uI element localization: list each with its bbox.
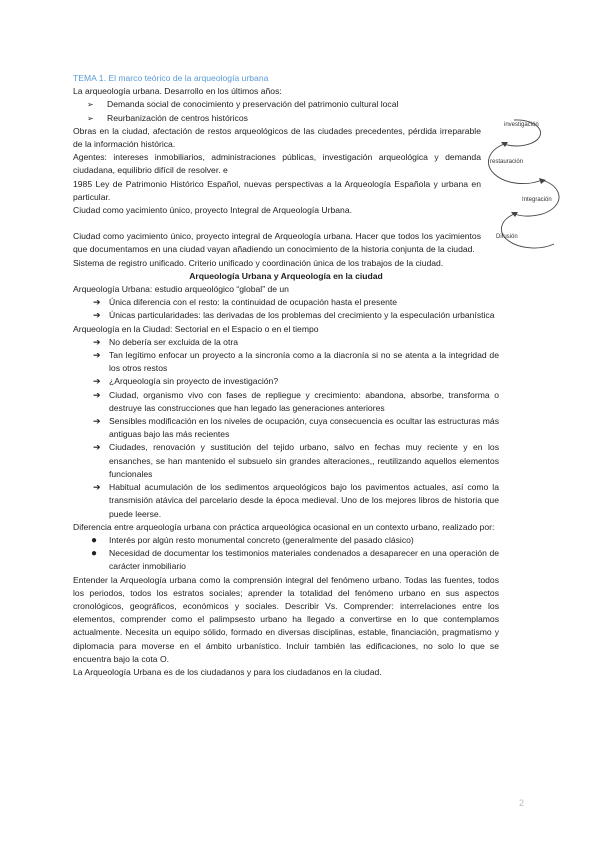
arrow-bullet-icon: ➔ (93, 482, 101, 493)
diagram-label: investigación (504, 122, 539, 128)
diagram-label: Integración (522, 197, 552, 203)
list-item: ➢ Demanda social de conocimiento y preservación del patrimonio cultural local (73, 98, 481, 111)
list-item: ➔ Tan legítimo enfocar un proyecto a la sincronía como a la diacronía si no se atenta a la integridad de los otros restos (93, 350, 499, 374)
list-item: ➔ No debería ser excluida de la otra (73, 336, 499, 349)
paragraph: Entender la Arqueología urbana como la comprensión integral del fenómeno urbano. Todas las fuentes, todos los periodos, todos los estratos sociales; aprender la totalidad del fenómeno urbano en sus aspectos cronológicos, geográficos, económicos y sociales. Describir Vs. Comprender: interrelaciones entre los elementos, comprender como el palimpsesto urbano ha llegado a convertirse en lo que contemplamos actualmente. Necesita un equipo sólido, formado en diversas disciplinas, estable, financiación, pragmatismo y diplomacia para moverse en el ámbito urbanístico. Incluir también las edificaciones, no solo lo que se encuentra bajo la cota O. (73, 574, 499, 664)
arrow-bullet-icon: ➔ (93, 376, 101, 387)
list-item: ● Interés por algún resto monumental concreto (generalmente del pasado clásico) (91, 534, 414, 546)
au-label: Arqueología Urbana: estudio arqueológico “global” de un (73, 284, 289, 295)
cycle-arrow-4 (501, 214, 554, 248)
triangle-bullet-icon: ➢ (87, 100, 94, 110)
paragraph: Agentes: intereses inmobiliarios, administraciones públicas, investigación arqueológica y demanda ciudadana, equilibrio difícil de resolver. e (73, 152, 481, 176)
intro-text: La arqueología urbana. Desarrollo en los últimos años: (73, 86, 282, 97)
arrow-bullet-icon: ➔ (93, 389, 101, 400)
list-item: ● Necesidad de documentar los testimonios materiales condenados a desaparecer en una operación de carácter inmobiliario (91, 548, 499, 572)
paragraph: Diferencia entre arqueología urbana con práctica arqueológica ocasional en un contexto urbano, realizado por: (73, 521, 495, 532)
diagram-label: Difusión (496, 234, 518, 240)
list-item: ➔ Ciudad, organismo vivo con fases de repliegue y crecimiento: abandona, absorbe, transforma o destruye las construcciones que han legado las generaciones anteriores (93, 389, 499, 413)
list-item: ➔ Ciudades, renovación y sustitución del tejido urbano, salvo en fechas muy reciente y en los ensanches, se han mantenido el subsuelo sin grandes alteraciones,, reutilizando aquellos elementos funcionales (93, 442, 499, 479)
triangle-bullet-icon: ➢ (87, 113, 94, 123)
au-list (73, 296, 499, 322)
list-item: ➔ Únicas particularidades: las derivadas de los problemas del crecimiento y la especulación urbanística (73, 309, 499, 322)
document-body (73, 72, 499, 679)
arrow-bullet-icon: ➔ (93, 442, 101, 453)
list-item: ➔ Sensibles modificación en los niveles de ocupación, cuya consecuencia es ocultar las estructuras más antiguas bajo las más recientes (93, 416, 499, 440)
list-item: ➔ Única diferencia con el resto: la continuidad de ocupación hasta el presente (73, 296, 499, 309)
arrow-bullet-icon: ➔ (93, 310, 101, 321)
arrow-bullet-icon: ➔ (93, 416, 101, 427)
page-title: TEMA 1. El marco teórico de la arqueología urbana (73, 73, 269, 83)
paragraph: Sistema de registro unificado. Criterio unificado y coordinación única de los trabajos de la ciudad. (73, 257, 444, 268)
dot-bullet-icon: ● (91, 534, 98, 546)
arrow-bullet-icon: ➔ (93, 336, 101, 347)
section-heading: Arqueología Urbana y Arqueología en la ciudad (189, 270, 383, 281)
paragraph: 1985 Ley de Patrimonio Histórico Español, nuevas perspectivas a la Arqueología Española y urbana en particular. (73, 178, 481, 202)
cycle-diagram (484, 104, 574, 254)
list-item: ➔ ¿Arqueología sin proyecto de investigación? (73, 375, 499, 388)
arrow-bullet-icon: ➔ (93, 297, 101, 308)
ac-list (73, 336, 499, 521)
list-item: ➢ Reurbanización de centros históricos (73, 112, 481, 125)
paragraph: Obras en la ciudad, afectación de restos arqueológicos de las ciudades precedentes, pérdida irreparable de la información histórica. (73, 125, 481, 150)
ac-label: Arqueología en la Ciudad: Sectorial en el Espacio o en el tiempo (73, 323, 319, 334)
intro-list (73, 98, 481, 124)
dot-bullet-icon: ● (91, 548, 98, 560)
page-number: 2 (519, 798, 525, 808)
list-item: ➔ Habitual acumulación de los sedimentos arqueológicos bajo los pavimentos actuales, así como la transmisión atávica del parcelario desde la época medieval. Uno de los mejores libros de historia que puede leerse. (93, 482, 499, 519)
diagram-label: restauración (490, 159, 524, 165)
paragraph: La Arqueología Urbana es de los ciudadanos y para los ciudadanos en la ciudad. (73, 666, 382, 677)
arrow-bullet-icon: ➔ (93, 350, 101, 361)
paragraph: Ciudad como yacimiento único, proyecto integral de Arqueología urbana. Hacer que todos los yacimientos que documentamos en una ciudad vayan añadiendo un conocimiento de la historia conjunta de la ciudad. (73, 231, 481, 255)
p7-list (73, 534, 499, 574)
paragraph: Ciudad como yacimiento único, proyecto Integral de Arqueología Urbana. (73, 205, 352, 216)
